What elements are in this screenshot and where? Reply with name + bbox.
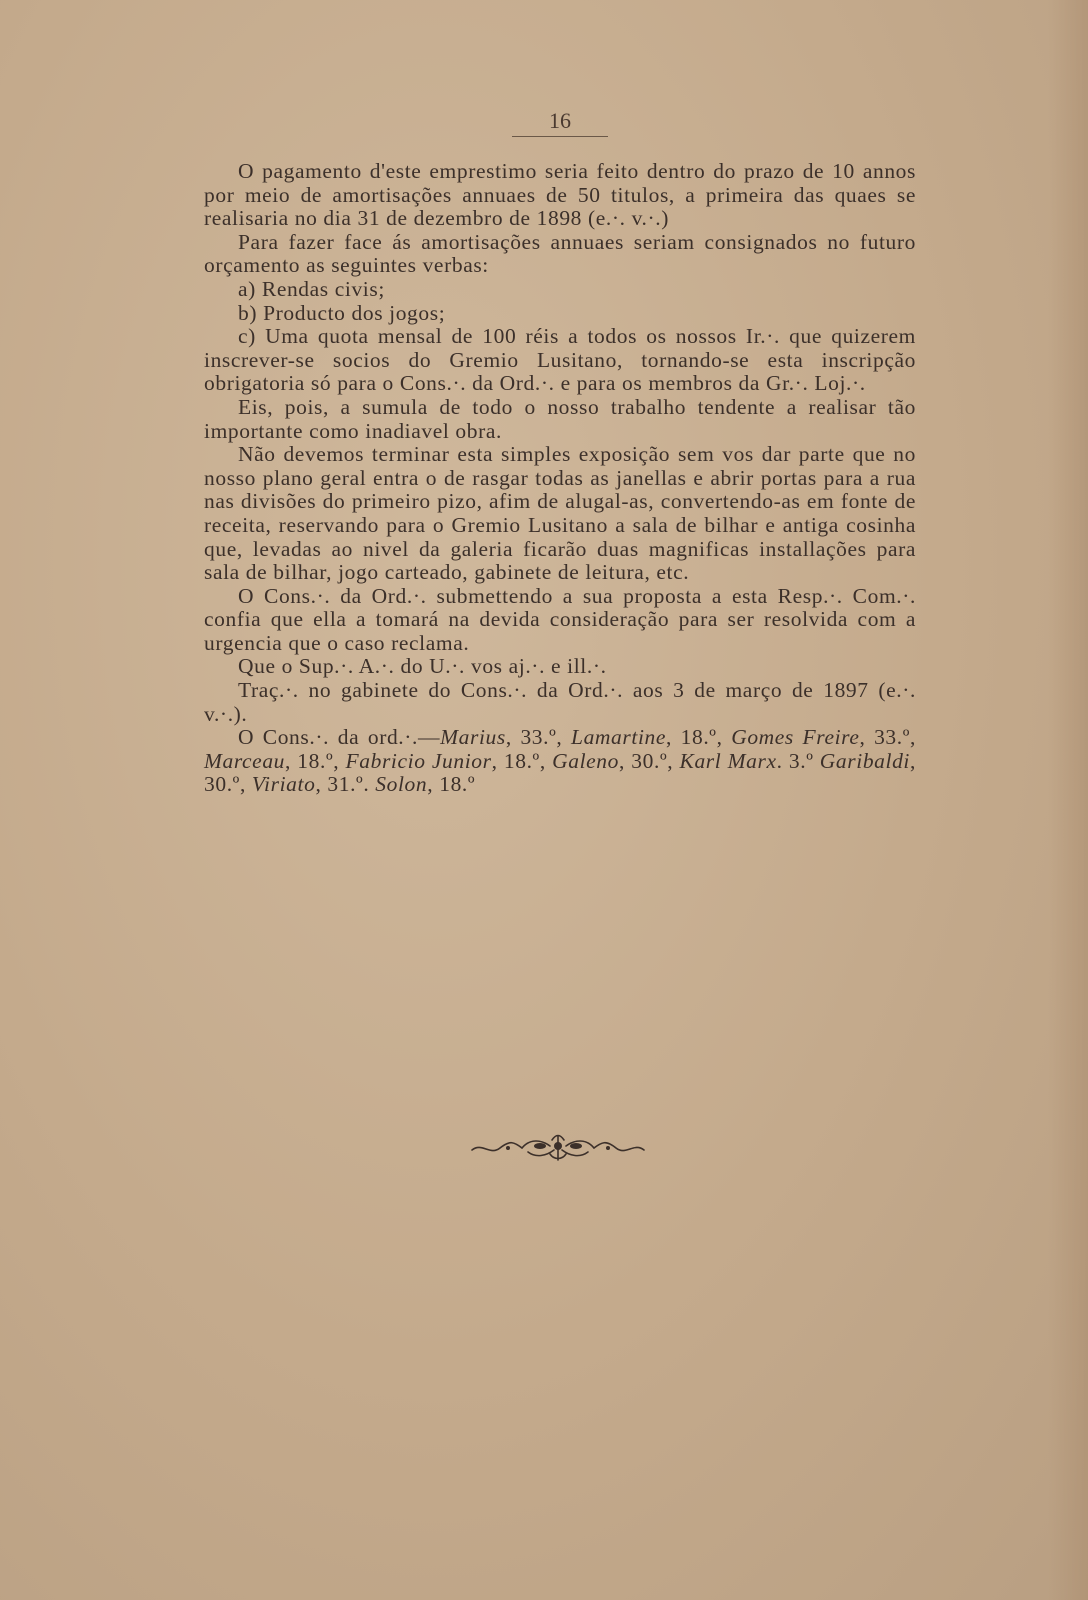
signatory-degree: , 33.º, — [859, 725, 916, 750]
signatory-name: Gomes Freire — [731, 725, 860, 750]
signatory-degree: , 18.º, — [666, 725, 732, 750]
signatory-degree: , 18.º — [427, 772, 476, 797]
signatory-name: Karl Marx — [679, 748, 777, 773]
paragraph-date: Traç.·. no gabinete do Cons.·. da Ord.·. aos 3 de março de 1897 (e.·. v.·.). — [204, 678, 916, 726]
signatory-degree: , 18.º, — [491, 748, 553, 773]
signature-line — [204, 726, 916, 797]
signatory-degree: . 3.º — [776, 748, 820, 773]
signatory-name: Marius — [440, 725, 506, 750]
signatory-degree: , 30.º, — [204, 748, 916, 797]
signatory-name: Galeno — [552, 748, 619, 773]
list-item-c: c) Uma quota mensal de 100 réis a todos os nossos Ir.·. que quizerem inscrever-se socios do Gremio Lusitano, tornando-se esta inscripção obrigatoria só para o Cons.·. da Ord.·. e para os membros da Gr.·. Loj.·. — [204, 324, 916, 396]
signatory-degree: , 18.º, — [285, 748, 346, 773]
signatory-name: Garibaldi — [819, 748, 911, 773]
signature-prefix: O Cons.·. da ord.·.— — [238, 725, 441, 750]
paragraph-loan-repayment: O pagamento d'este emprestimo seria feito dentro do prazo de 10 annos por meio de amortisações annuaes de 50 titulos, a primeira das quaes se realisaria no dia 31 de dezembro de 1898 (e.·. v.·.) — [204, 159, 916, 231]
signatory-degree: , 31.º. — [315, 772, 376, 797]
paragraph-summary: Eis, pois, a sumula de todo o nosso trabalho tendente a realisar tão importante como inadiavel obra. — [204, 394, 916, 443]
signatory-name: Fabricio Junior — [345, 748, 492, 773]
signatory-name: Solon — [375, 772, 428, 797]
list-item-a: a) Rendas civis; — [238, 276, 385, 301]
signatory-name: Viriato — [251, 772, 316, 797]
signatory-name: Marceau — [204, 748, 286, 773]
floral-tailpiece-ornament-icon — [468, 1128, 648, 1164]
page-number-rule — [512, 136, 608, 137]
signatory-degree: , 33.º, — [505, 725, 572, 750]
signatory-name: Lamartine — [571, 725, 667, 750]
signatory-degree: , 30.º, — [619, 748, 680, 773]
list-item-b: b) Producto dos jogos; — [238, 300, 446, 325]
paragraph-proposal: O Cons.·. da Ord.·. submettendo a sua proposta a esta Resp.·. Com.·. confia que ella a tomará na devida consideração para ser resolvida com a urgencia que o caso reclama. — [204, 583, 916, 655]
page-number: 16 — [549, 108, 571, 133]
paragraph-blessing: Que o Sup.·. A.·. do U.·. vos aj.·. e ill.·. — [238, 654, 607, 679]
paragraph-building-plan: Não devemos terminar esta simples exposição sem vos dar parte que no nosso plano geral entra o de rasgar todas as janellas e abrir portas para a rua nas divisões do primeiro pizo, afim de alugal-as, convertendo-as em fonte de receita, reservando para o Gremio Lusitano a sala de bilhar e antiga cosinha que, levadas ao nivel da galeria ficarão duas magnificas installações para sala de bilhar, jogo carteado, gabinete de leitura, etc. — [204, 442, 916, 585]
page-edge-shadow — [1048, 0, 1088, 1600]
body-text — [204, 160, 916, 797]
paragraph-amortisation-funds: Para fazer face ás amortisações annuaes seriam consignados no futuro orçamento as seguintes verbas: — [204, 229, 916, 278]
